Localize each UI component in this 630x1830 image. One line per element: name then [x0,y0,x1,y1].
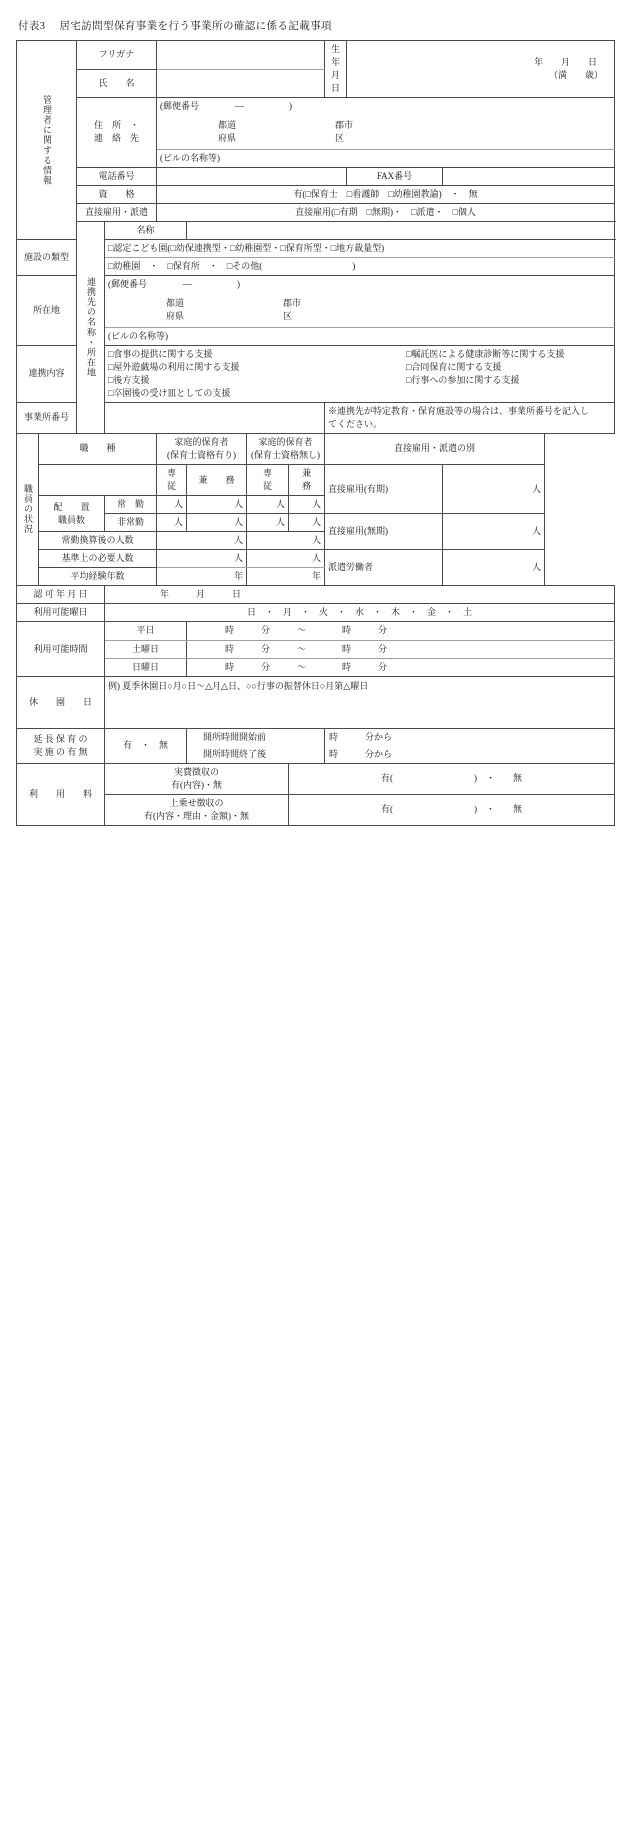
page-title [18,18,614,33]
available-days-options[interactable]: 日 ・ 月 ・ 火 ・ 水 ・ 木 ・ 金 ・ 土 [105,604,615,622]
closed-days-label: 休 園 日 [17,676,105,728]
fax-label: FAX番号 [347,167,443,185]
fulltime-equivalent-qualified[interactable]: 人 [157,532,247,550]
partner-location-label: 所在地 [17,276,77,346]
form-title-text: 居宅訪問型保育事業を行う事業所の確認に係る記載事項 [59,21,332,32]
approval-date-input[interactable]: 年 月 日 [105,586,615,604]
available-hours-label: 利用可能時間 [17,622,105,676]
subheader-unqualified-dedicated: 専 従 [247,465,289,496]
furigana-input[interactable] [157,41,325,70]
fulltime-equivalent-unqualified[interactable]: 人 [247,532,325,550]
office-number-note: ※連携先が特定教育・保育施設等の場合は、事業所番号を記入し てください。 [325,402,615,433]
row-label-fulltime: 常 勤 [105,496,157,514]
tel-label: 電話番号 [77,167,157,185]
closed-days-input[interactable]: 例) 夏季休園日○月○日～△月△日、○○行事の振替休日○月第△曜日 [105,676,615,728]
manager-building-name[interactable]: (ビルの名称等) [157,149,615,167]
partner-name-input[interactable] [187,221,615,239]
cooperation-label: 連携内容 [17,345,77,402]
required-staff-unqualified[interactable]: 人 [247,550,325,568]
partner-name-label: 名称 [105,221,187,239]
fees-label: 利 用 料 [17,763,105,825]
column-header-unqualified: 家庭的保育者 (保育士資格無し) [247,433,325,464]
required-staff-qualified[interactable]: 人 [157,550,247,568]
actual-cost-label: 実費徴収の 有(内容)・無 [105,763,289,794]
birthdate-label: 生年月日 [325,41,347,98]
dispatched-worker-label: 派遣労働者 [325,550,443,586]
fulltime-qualified-concurrent[interactable]: 人 [187,496,247,514]
partner-section-label: 連携先の名称・所在地 [77,221,105,433]
fulltime-unqualified-concurrent[interactable]: 人 [289,496,325,514]
extended-care-before-input[interactable]: 時 分から [325,728,615,746]
hours-saturday-label: 土曜日 [105,640,187,658]
employment-fixed-term-value[interactable]: 人 [443,465,545,514]
hours-sunday-label: 日曜日 [105,658,187,676]
employment-type-label: 直接雇用・派遣 [77,203,157,221]
employment-type-options[interactable]: 直接雇用(□有期 □無期)・ □派遣・ □個人 [157,203,615,221]
average-experience-unqualified[interactable]: 年 [247,568,325,586]
tel-input[interactable] [157,167,347,185]
furigana-label: フリガナ [77,41,157,70]
cooperation-options[interactable] [105,345,615,402]
main-form-table [16,40,615,826]
partner-postal-code[interactable]: (郵便番号 ― ) [105,276,615,294]
extended-care-label: 延 長 保 育 の 実 施 の 有 無 [17,728,105,763]
name-input[interactable] [157,69,325,98]
available-days-label: 利用可能曜日 [17,604,105,622]
office-number-label: 事業所番号 [17,402,77,433]
extended-care-after-input[interactable]: 時 分から [325,746,615,764]
cooperation-left-column: □食事の提供に関する支援 □屋外遊戯場の利用に関する支援 □後方支援 □卒園後の受け皿としての支援 [108,348,240,398]
job-type-label: 職 種 [39,433,157,464]
birthdate-input[interactable]: 年 月 日 （満 歳） [347,41,615,98]
fulltime-equivalent-label: 常勤換算後の人数 [39,532,157,550]
hours-saturday-input[interactable]: 時 分 ～ 時 分 [187,640,615,658]
partner-address-input[interactable]: 都道 郡市 府県 区 [105,293,615,327]
column-header-qualified: 家庭的保育者 (保育士資格有り) [157,433,247,464]
employment-indefinite-value[interactable]: 人 [443,514,545,550]
hours-weekday-input[interactable]: 時 分 ～ 時 分 [187,622,615,640]
approval-date-label: 認 可 年 月 日 [17,586,105,604]
extended-care-yes-no[interactable]: 有 ・ 無 [105,728,187,763]
surcharge-value[interactable]: 有( ) ・ 無 [289,794,615,825]
surcharge-label: 上乗せ徴収の 有(内容・理由・金額)・無 [105,794,289,825]
facility-type-option-2[interactable]: □幼稚園 ・ □保育所 ・ □その他( ) [105,258,615,276]
staff-section-label: 職員の状況 [17,433,39,585]
manager-address-label: 住 所 ・ 連 絡 先 [77,98,157,168]
form-number: 付表3 [18,21,46,32]
parttime-unqualified-concurrent[interactable]: 人 [289,514,325,532]
hours-sunday-input[interactable]: 時 分 ～ 時 分 [187,658,615,676]
parttime-unqualified-dedicated[interactable]: 人 [247,514,289,532]
subheader-qualified-dedicated: 専 従 [157,465,187,496]
parttime-qualified-dedicated[interactable]: 人 [157,514,187,532]
row-label-parttime: 非常勤 [105,514,157,532]
subheader-unqualified-concurrent: 兼 務 [289,465,325,496]
assigned-staff-label: 配 置 職員数 [39,496,105,532]
employment-category-header: 直接雇用・派遣の別 [325,433,545,464]
manager-section-label: 管理者に関する情報 [17,41,77,240]
fulltime-qualified-dedicated[interactable]: 人 [157,496,187,514]
partner-building-name[interactable]: (ビルの名称等) [105,327,615,345]
employment-indefinite-label: 直接雇用(無期) [325,514,443,550]
qualification-options[interactable]: 有(□保育士 □看護師 □幼稚園教諭) ・ 無 [157,185,615,203]
extended-care-after-label: 開所時間終了後 [187,746,325,764]
facility-type-option-1[interactable]: □認定こども園(□幼保連携型・□幼稚園型・□保育所型・□地方裁量型) [105,239,615,257]
fulltime-unqualified-dedicated[interactable]: 人 [247,496,289,514]
average-experience-qualified[interactable]: 年 [157,568,247,586]
qualification-label: 資 格 [77,185,157,203]
name-label: 氏 名 [77,69,157,98]
employment-fixed-term-label: 直接雇用(有期) [325,465,443,514]
fax-input[interactable] [443,167,615,185]
actual-cost-value[interactable]: 有( ) ・ 無 [289,763,615,794]
office-number-grid[interactable] [105,402,325,433]
facility-type-label: 施設の類型 [17,239,77,275]
parttime-qualified-concurrent[interactable]: 人 [187,514,247,532]
required-staff-label: 基準上の必要人数 [39,550,157,568]
subheader-qualified-concurrent: 兼 務 [187,465,247,496]
manager-address-input[interactable]: 都道 郡市 府県 区 [157,115,615,149]
extended-care-before-label: 開所時間開始前 [187,728,325,746]
cooperation-right-column: □嘱託医による健康診断等に関する支援 □合同保育に関する支援 □行事への参加に関する支援 [406,348,565,385]
manager-postal-code[interactable]: (郵便番号 ― ) [157,98,615,116]
hours-weekday-label: 平日 [105,622,187,640]
dispatched-worker-value[interactable]: 人 [443,550,545,586]
average-experience-label: 平均経験年数 [39,568,157,586]
